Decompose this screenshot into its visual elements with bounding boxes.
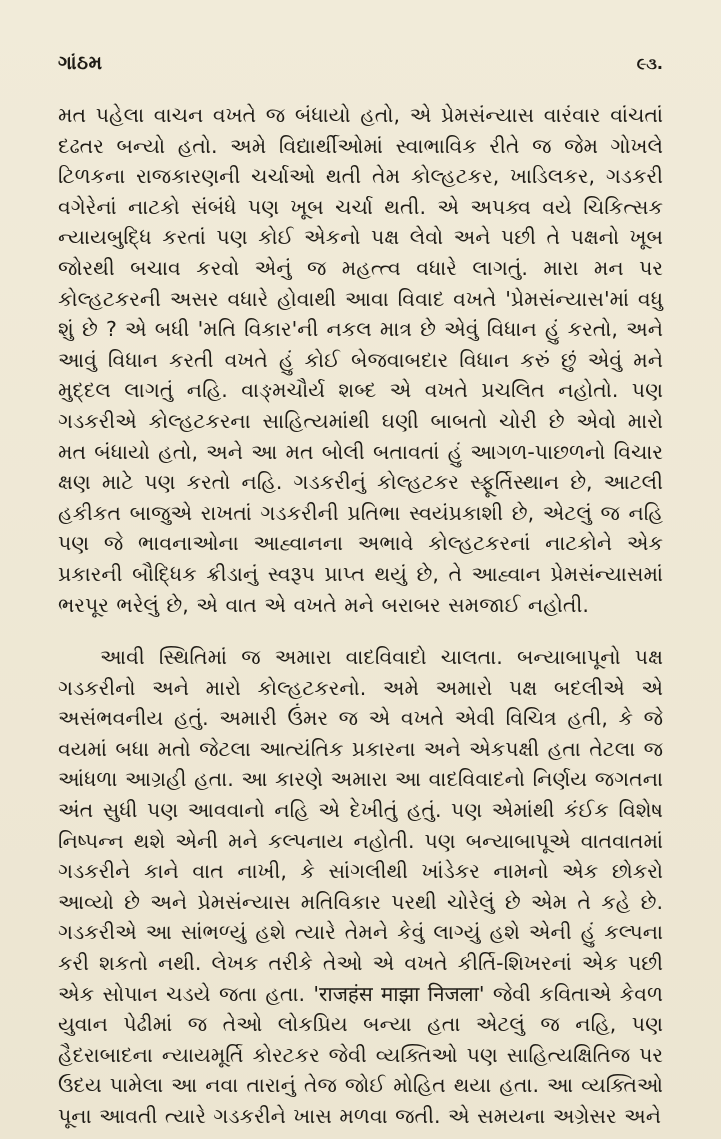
paragraph-2: આવી સ્થિતિમાં જ અમારા વાદવિવાદો ચાલતા. બન્યાબાપૂનો પક્ષ ગડકરીનો અને મારો કોલ્હટકરનો. અમે અમારો પક્ષ બદલીએ એ અસંભવનીય હતું. અમારી ઉંમર જ એ વખતે એવી વિચિત્ર હતી, કે જે વયમાં બધા મતો જેટલા આત્યંતિક પ્રકારના અને એકપક્ષી હતા તેટલા જ આંધળા આગ્રહી હતા. આ કારણે અમારા આ વાદવિવાદનો નિર્ણય જગતના અંત સુધી પણ આવવાનો નહિ એ દેખીતું હતું. પણ એમાંથી કંઈક વિશેષ નિષ્પન્ન થશે એની મને કલ્પનાય નહોતી. પણ બન્યાબાપૂએ વાતવાતમાં ગડકરીને કાને વાત નાખી, કે સાંગલીથી ખાંડેકર નામનો એક છોકરો આવ્યો છે અને પ્રેમસંન્યાસ મતિવિકાર પરથી ચોરેલું છે એમ તે કહે છે. ગડકરીએ આ સાંભળ્યું હશે ત્યારે તેમને કેવું લાગ્યું હશે એની હું કલ્પના કરી શકતો નથી. લેખક તરીકે તેઓ એ વખતે કીર્તિ-શિખરનાં એક પછી એક સોપાન ચડયે જતા હતા. 'राजहंस माझा निजला' જેવી કવિતાએ કેવળ યુવાન પેઢીમાં જ તેઓ લોકપ્રિય બન્યા હતા એટલું જ નહિ, પણ હૈદરાબાદના ન્યાયમૂર્તિ કોરટકર જેવી વ્યક્તિઓ પણ સાહિત્યક્ષિતિજ પર ઉદય પામેલા આ નવા તારાનું તેજ જોઈ મોહિત થયા હતા. આ વ્યક્તિઓ પૂના આવતી ત્યારે ગડકરીને ખાસ મળવા જતી. એ સમયના અગ્રેસર અને (58, 645, 663, 1128)
paragraph-1: મત પહેલા વાચન વખતે જ બંધાયો હતો, એ પ્રેમસંન્યાસ વારંવાર વાંચતાં દઢતર બન્યો હતો. અમે વિદ્યાર્થીઓમાં સ્વાભાવિક રીતે જ જેમ ગોખલે ટિળકના રાજકારણની ચર્ચાઓ થતી તેમ કોલ્હટકર, ખાડિલકર, ગડકરી વગેરેનાં નાટકો સંબંધે પણ ખૂબ ચર્ચા થતી. એ અપક્વ વયે ચિકિત્સક ન્યાયબુદ્ધિ કરતાં પણ કોઈ એકનો પક્ષ લેવો અને પછી તે પક્ષનો ખૂબ જોરથી બચાવ કરવો એનું જ મહત્ત્વ વધારે લાગતું. મારા મન પર કોલ્હટકરની અસર વધારે હોવાથી આવા વિવાદ વખતે 'પ્રેમસંન્યાસ'માં વધુ શું છે ? એ બધી 'મતિ વિકાર'ની નકલ માત્ર છે એવું વિધાન હું કરતો, અને આવું વિધાન કરતી વખતે હું કોઈ બેજવાબદાર વિધાન કરું છું એવું મને મુદ્દલ લાગતું નહિ. વાઙ્મચૌર્ય શબ્દ એ વખતે પ્રચલિત નહોતો. પણ ગડકરીએ કોલ્હટકરના સાહિત્યમાંથી ઘણી બાબતો ચોરી છે એવો મારો મત બંધાયો હતો, અને આ મત બોલી બતાવતાં હું આગળ-પાછળનો વિચાર ક્ષણ માટે પણ કરતો નહિ. ગડકરીનું કોલ્હટકર સ્ફૂર્તિસ્થાન છે, આટલી હકીકત બાજુએ રાખતાં ગડકરીની પ્રતિભા સ્વયંપ્રકાશી છે, એટલું જ નહિ પણ જે ભાવનાઓના આહ્વાનના અભાવે કોલ્હટકરનાં નાટકોને એક પ્રકારની બૌદ્ધિક ક્રીડાનું સ્વરૂપ પ્રાપ્ત થયું છે, તે આહ્વાન પ્રેમસંન્યાસમાં ભરપૂર ભરેલું છે, એ વાત એ વખતે મને બરાબર સમજાઈ નહોતી. (58, 103, 663, 617)
running-title: ગાંઠમ (58, 52, 103, 74)
page-header (58, 52, 663, 74)
page-number: ૯૩. (636, 54, 663, 73)
